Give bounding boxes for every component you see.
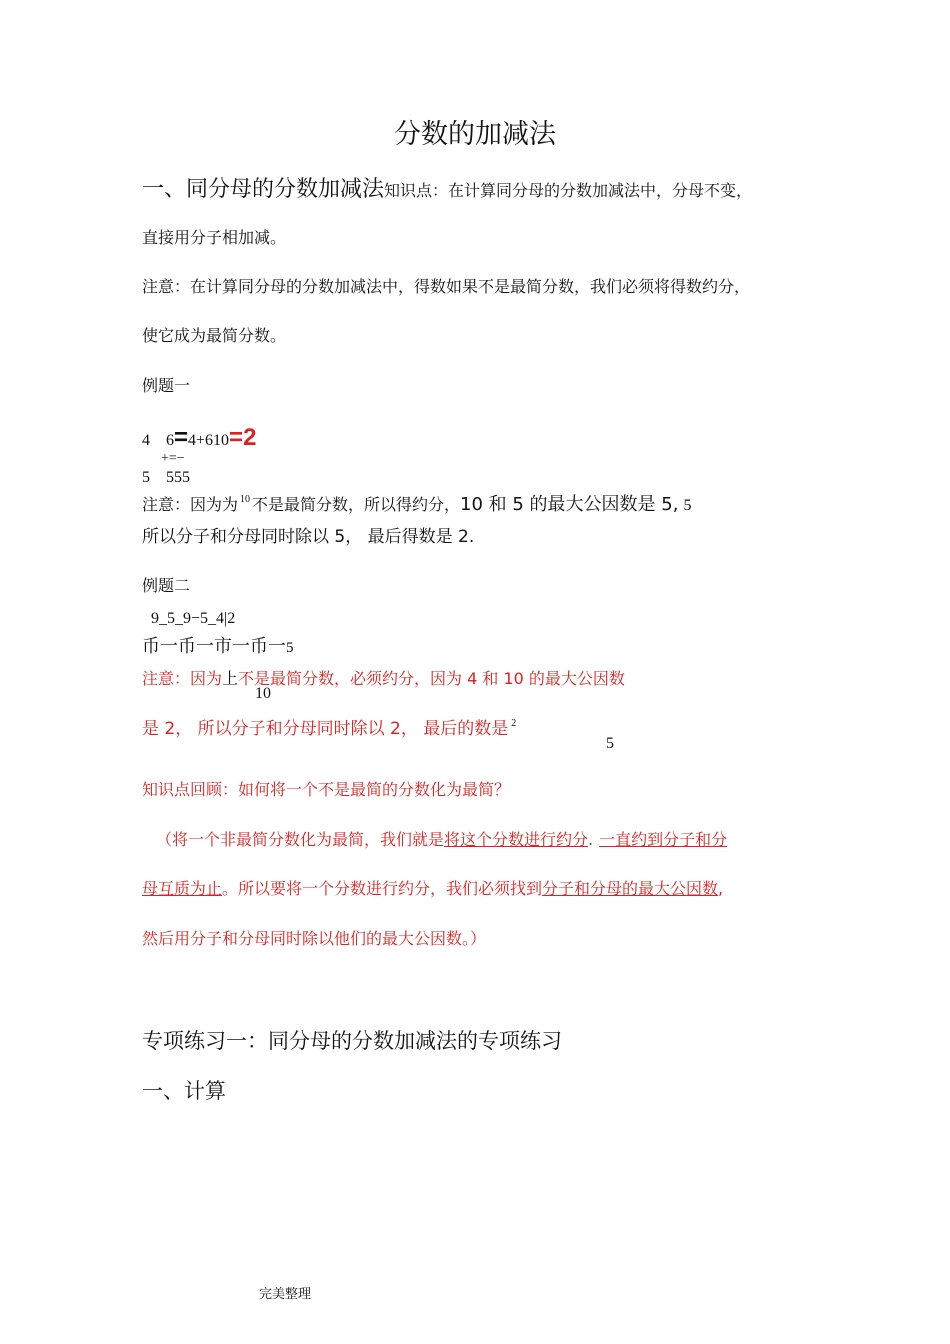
example2-note-numerator: 上 (222, 669, 239, 688)
example2-note-line1 (142, 666, 625, 689)
example1-label: 例题一 (142, 376, 191, 395)
note-text-a: 注意：在计算同分母的分数加减法中，得数如果不是最简分数，我们必须将得数约分， (142, 277, 751, 296)
practice-heading: 专项练习一：同分母的分数加减法的专项练习 (142, 1029, 562, 1053)
example2-result-denominator: 5 (286, 640, 294, 656)
example1-equation-line2: +=− (161, 451, 185, 466)
example2-note-line2-text: 是 2， 所以分子和分母同时除以 2， 最后的数是 (142, 719, 509, 739)
knowledge-text-b: 直接用分子相加减。 (142, 228, 287, 247)
review-p1-underline1: 将这个分数进行约分 (444, 830, 589, 849)
example1-equation-line1 (142, 424, 256, 452)
example1-note-fraction: 10 (240, 494, 251, 505)
example2-denominators: 币一币一市一币一 (142, 636, 286, 657)
section1-line1 (142, 172, 752, 203)
example1-note-d: 5 (683, 497, 692, 514)
review-p2-b: 。所以要将一个分数进行约分，我们必须找到 (222, 879, 543, 898)
example1-note-c: 10 和 5 的最大公因数是 5, (460, 494, 679, 515)
knowledge-text-a: 知识点：在计算同分母的分数加减法中，分母不变， (384, 181, 753, 200)
review-p1-sep: . (588, 830, 594, 849)
example1-sum-numerator: 4+610 (188, 432, 230, 449)
example2-note-last-denominator: 5 (606, 735, 614, 752)
review-p1-a: （将一个非最简分数化为最简，我们就是 (156, 830, 445, 849)
example1-equals-sign: = (174, 424, 189, 451)
example1-result: =2 (229, 424, 257, 451)
example1-note-a: 注意：因为为 (142, 495, 239, 514)
review-question: 知识点回顾：如何将一个不是最简的分数化为最简？ (142, 780, 511, 799)
example2-equation-line1: 9_5_9−5_4|2 (151, 610, 236, 627)
review-p2-underline2: 分子和分母的最大公因数 (542, 879, 719, 898)
example2-note-b: 不是最简分数，必须约分，因为 4 和 10 的最大公因数 (238, 669, 625, 688)
review-paragraph-line1 (156, 827, 727, 850)
review-paragraph-line3: 然后用分子和分母同时除以他们的最大公因数。） (142, 929, 487, 948)
example2-note-a: 注意：因为 (142, 669, 223, 688)
note-text-b: 使它成为最简分数。 (142, 326, 287, 345)
example2-equation-line2 (142, 632, 294, 658)
example2-note-line2 (142, 714, 516, 739)
example2-note-denominator: 10 (255, 685, 271, 702)
review-p2-underline1: 母互质为止 (142, 879, 223, 898)
footer-text: 完美整理 (259, 1286, 312, 1301)
example1-note-b: 不是最简分数，所以得约分， (252, 495, 461, 514)
example2-label: 例题二 (142, 576, 191, 595)
example1-equation-line3: 5 555 (142, 469, 190, 486)
example1-fraction-numerators: 4 6 (142, 432, 174, 449)
example2-note-numerator-2: 2 (511, 718, 517, 729)
practice-sub-heading: 一、计算 (142, 1079, 226, 1103)
review-p2-c: , (718, 879, 724, 898)
example1-note-line2: 所以分子和分母同时除以 5， 最后得数是 2. (142, 527, 475, 547)
page-title: 分数的加减法 (394, 119, 556, 150)
section1-heading: 一、同分母的分数加减法 (142, 177, 385, 202)
review-paragraph-line2 (142, 876, 723, 899)
example1-note-line1 (142, 490, 692, 516)
review-p1-underline2: 一直约到分子和分 (599, 830, 728, 849)
